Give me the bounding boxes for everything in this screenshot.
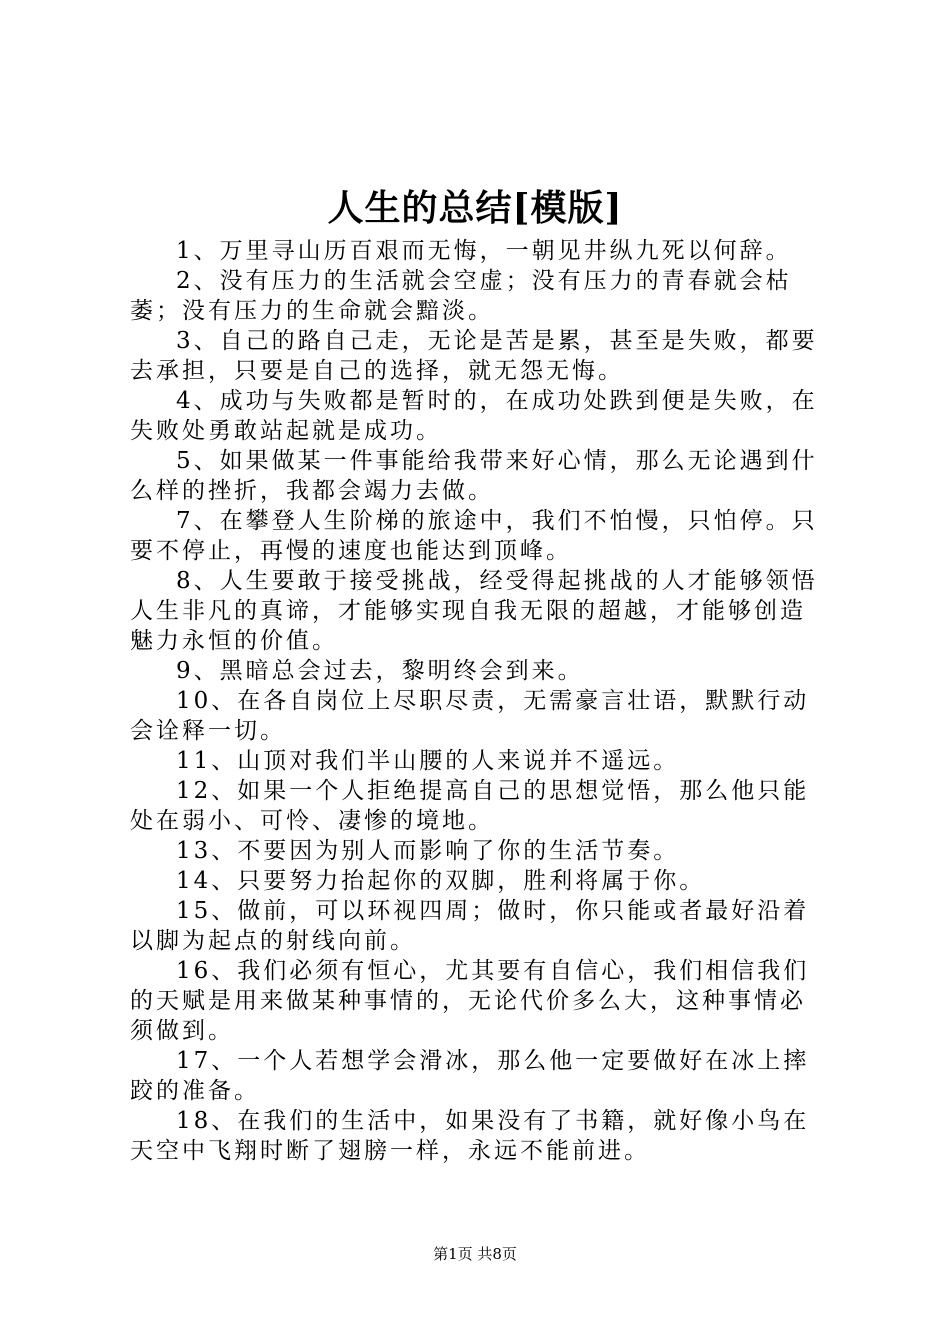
- paragraph-2: 2、没有压力的生活就会空虚；没有压力的青春就会枯萎；没有压力的生命就会黯淡。: [130, 268, 792, 324]
- paragraph-7: 7、在攀登人生阶梯的旅途中，我们不怕慢，只怕停。只要不停止，再慢的速度也能达到顶峰。: [130, 508, 818, 564]
- paragraph-1: 1、万里寻山历百艰而无悔，一朝见井纵九死以何辞。: [176, 238, 792, 264]
- paragraph-18: 18、在我们的生活中，如果没有了书籍，就好像小鸟在天空中飞翔时断了翅膀一样，永远不能前进。: [130, 1108, 810, 1164]
- paragraph-9: 9、黑暗总会过去，黎明终会到来。: [176, 658, 584, 684]
- paragraph-13: 13、不要因为别人而影响了你的生活节奏。: [176, 838, 680, 864]
- paragraph-16: 16、我们必须有恒心，尤其要有自信心，我们相信我们的天赋是用来做某种事情的，无论代价多么大，这种事情必须做到。: [130, 958, 810, 1044]
- paragraph-8: 8、人生要敢于接受挑战，经受得起挑战的人才能够领悟人生非凡的真谛，才能够实现自我无限的超越，才能够创造魅力永恒的价值。: [130, 568, 818, 654]
- paragraph-12: 12、如果一个人拒绝提高自己的思想觉悟，那么他只能处在弱小、可怜、凄惨的境地。: [130, 778, 810, 834]
- paragraph-5: 5、如果做某一件事能给我带来好心情，那么无论遇到什么样的挫折，我都会竭力去做。: [130, 448, 818, 504]
- paragraph-17: 17、一个人若想学会滑冰，那么他一定要做好在冰上摔跤的准备。: [130, 1048, 810, 1104]
- document-body: [130, 236, 830, 1166]
- page-number-footer: 第1页 共8页: [433, 1245, 517, 1263]
- paragraph-4: 4、成功与失败都是暂时的，在成功处跌到便是失败，在失败处勇敢站起就是成功。: [130, 388, 818, 444]
- paragraph-15: 15、做前，可以环视四周；做时，你只能或者最好沿着以脚为起点的射线向前。: [130, 898, 810, 954]
- paragraph-10: 10、在各自岗位上尽职尽责，无需豪言壮语，默默行动会诠释一切。: [130, 688, 810, 744]
- document-title: 人生的总结[模版]: [327, 187, 623, 229]
- paragraph-3: 3、自己的路自己走，无论是苦是累，甚至是失败，都要去承担，只要是自己的选择，就无怨无悔。: [130, 328, 818, 384]
- paragraph-14: 14、只要努力抬起你的双脚，胜利将属于你。: [176, 868, 706, 894]
- paragraph-11: 11、山顶对我们半山腰的人来说并不遥远。: [176, 748, 680, 774]
